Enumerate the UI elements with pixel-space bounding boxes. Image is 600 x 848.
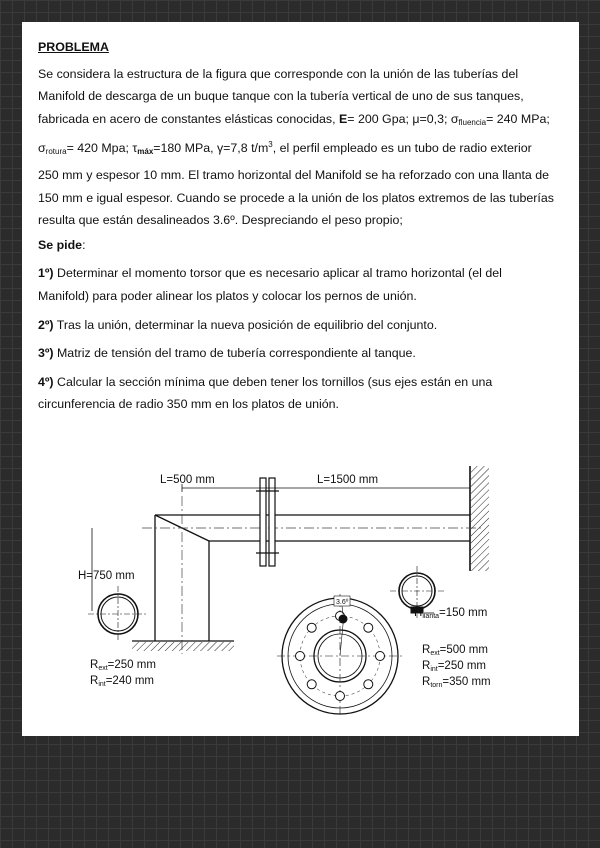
misalignment-angle: 3.6º bbox=[336, 599, 349, 606]
right-rext-label: Rext=500 mm bbox=[422, 644, 488, 657]
length-500-label: L=500 mm bbox=[160, 474, 215, 486]
structure-figure bbox=[22, 426, 579, 716]
problem-title: PROBLEMA bbox=[38, 40, 109, 54]
tube-cross-section bbox=[88, 586, 148, 640]
question-1: 1º) Determinar el momento torsor que es necesario aplicar al tramo horizontal (el del Manifold) para poder alinear los platos y colocar los pernos de unión. bbox=[38, 266, 502, 304]
flange-plates bbox=[256, 478, 279, 566]
question-4: 4º) Calcular la sección mínima que deben tener los tornillos (sus ejes están en una circunferencia de radio 350 mm en los platos de unión. bbox=[38, 374, 493, 412]
intro-line-2: Manifold de descarga de un buque tanque con la tubería vertical de uno de sus tanques, bbox=[38, 89, 524, 104]
intro-line-5: 250 mm y espesor 10 mm. El tramo horizontal del Manifold se ha reforzado con una llanta de bbox=[38, 168, 550, 183]
wall-support bbox=[470, 466, 489, 571]
intro-line-6: 150 mm e igual espesor. Cuando se procede a la unión de los platos extremos de las tuberías bbox=[38, 190, 554, 205]
e-label: E bbox=[339, 111, 348, 126]
intro-line-7: resulta que están desalineados 3.6º. Despreciando el peso propio; bbox=[38, 213, 403, 228]
question-3: 3º) Matriz de tensión del tramo de tubería correspondiente al tanque. bbox=[38, 346, 416, 361]
right-rtorn-label: Rtorn=350 mm bbox=[422, 676, 491, 689]
dimension-lines bbox=[92, 484, 470, 611]
intro-line-4: $\sigma_{rotura}= 420$ Mpa; $\tau_{máx}=180$ MPa, γ=7,8 $t/m^3$, el perfil empleado es un tubo de radio exterior bbox=[38, 140, 532, 157]
llanta-height-label: Hllanta=150 mm bbox=[414, 607, 488, 620]
length-1500-label: L=1500 mm bbox=[317, 474, 379, 486]
left-rint-label: Rint=240 mm bbox=[90, 675, 154, 688]
angle-label-box bbox=[334, 596, 350, 614]
ground-support bbox=[132, 641, 234, 651]
se-pide-heading: Se pide: bbox=[38, 237, 86, 252]
left-rext-label: Rext=250 mm bbox=[90, 659, 156, 672]
intro-line-3: fabricada en acero de constantes elásticas conocidas, E= 200 Gpa; μ=0,3; $\sigma_{fluencia}= 240$ MPa; bbox=[38, 111, 550, 127]
question-2: 2º) Tras la unión, determinar la nueva posición de equilibrio del conjunto. bbox=[38, 317, 438, 332]
intro-line-1: Se considera la estructura de la figura que corresponde con la unión de las tuberías del bbox=[38, 66, 519, 81]
right-rint-label: Rint=250 mm bbox=[422, 660, 486, 673]
height-label: H=750 mm bbox=[78, 570, 135, 582]
bolt-marker bbox=[339, 615, 348, 624]
document-page bbox=[22, 22, 579, 736]
